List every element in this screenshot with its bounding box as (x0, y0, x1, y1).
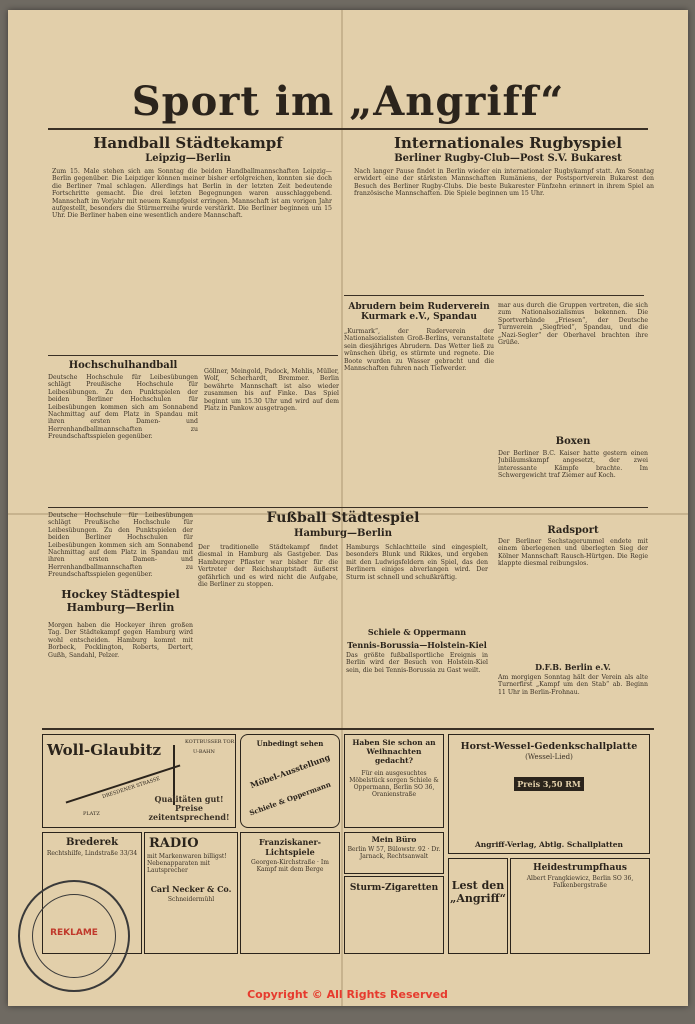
ruder-headline: Abrudern beim Ruderverein Kurmark e.V., Spandau (348, 302, 490, 322)
ad-woll-glaubitz (42, 734, 236, 828)
ad-necker-title: Carl Necker & Co. (150, 884, 232, 894)
fussball-subline: Hamburg—Berlin (294, 528, 392, 539)
ad-horst-wessel (448, 734, 650, 854)
rule-center (48, 507, 648, 508)
ad-sturm (344, 876, 444, 954)
masthead-rule (48, 128, 648, 130)
ad-sturm-title: Sturm-Zigaretten (349, 883, 439, 893)
hockey-headline: Hockey Städtespiel Hamburg—Berlin (61, 588, 180, 614)
ad-moebel-firm: Schiele & Oppermann (248, 779, 332, 818)
ad-buero (344, 832, 444, 874)
ad-franziskaner (240, 832, 340, 954)
ruder-body: „Kurmark“, der Ruderverein der Nationalsozialisten Groß-Berlins, veranstaltete sein diesjähriges Abrudern. Das Wetter ließ zu wünschen übrig, es stürmte und regnete. Die Boote wurden zu Wasser gebracht und die Mannschaften fuhren nach Tiefwerder. (344, 328, 494, 373)
rugby-body: Nach langer Pause findet in Berlin wieder ein internationaler Rugbykampf statt. Am Sonntag erwidert eine der stärksten Mannschaften Rumäniens, der Postsportverein Bukarest den Besuch des Berliner Rugby-Clubs. Die beste Bukarester Fünfzehn erinnert in ihrem Spiel an französische Mannschaften. Die Spiele beginnen um 15 Uhr. (354, 168, 654, 198)
copyright-notice: Copyright © All Rights Reserved (247, 988, 448, 1001)
ad-weihnachten (344, 734, 444, 828)
handball-body: Zum 15. Male stehen sich am Sonntag die beiden Handballmannschaften Leipzig—Berlin gegenüber. Die Leipziger können meiner bisher erfolgreichen, konnten sie doch die Berliner 7mal schlagen. Allerdings hat Berlin in der letzten Zeit bedeutende Fortschritte gemacht. Die drei letzten Begegnungen waren ausschlaggebend. Mannschaft im Vorjahr mit neuem Kampfgeist erringen. Mannschaft ist am vorigen Jahr aufgestellt, besonders die Stürmerreihe wurde verstärkt. Die Berliner beginnen um 15 Uhr. Die Berliner haben eine wesentlich andere Mannschaft. (52, 168, 332, 220)
rule-right-mid (344, 295, 644, 296)
ad-horst-title: Horst-Wessel-Gedenkschallplatte (460, 741, 638, 752)
ad-moebel-title: Unbedingt sehen (256, 739, 324, 748)
map-platz-label: PLATZ (83, 811, 100, 817)
ad-necker-text: Schneidermühl (167, 896, 215, 903)
boxen-headline: Boxen (555, 436, 591, 447)
ad-buero-text: Berlin W 57, Bülowstr. 92 · Dr. Jarnack, Rechtsanwalt (347, 846, 441, 860)
radsport-body: Der Berliner Sechstagerummel endete mit einem überlegenen und überlegten Sieg der Kölner Mannschaft Rausch-Hürtgen. Die Regie klappte diesmal reibungslos. (498, 538, 648, 568)
map-street-label: DRESDENER STRASSE (101, 775, 161, 801)
ad-horst-price: Preis 3,50 RM (514, 777, 584, 791)
ad-radio-title: RADIO (149, 836, 199, 851)
dfb-body: Am morgigen Sonntag hält der Verein als alte Turnerfirst „Kampf um den Stab“ ab. Beginn 11 Uhr in Berlin-Frohnau. (498, 674, 648, 696)
newspaper-page (8, 10, 688, 1006)
ad-heidestrumpf (510, 858, 650, 954)
fussball-body-right: Hamburgs Schlachtteile sind eingespielt, besonders Blunk und Rikkes, und ergeben mit den Ludwigsfeldern ein Spiel, das den Berlinern einiges abverlangen wird. Der Sturm ist schnell und schußkräftig. (346, 544, 488, 581)
ad-lest (448, 858, 508, 954)
ad-woll-title: Woll-Glaubitz (47, 741, 162, 759)
hochschul-body: Deutsche Hochschule für Leibesübungen schlägt Preußische Hochschule für Leibesübungen. Zu den Punktspielen der beiden Berliner Hochschulen für Leibesübungen kommen sich am Sonnabend Nachmittag auf dem Platz in Spandau mit ihren ersten Damen- und Herrenhandballmannschaften zu Freundschaftsspielen gegenüber. (48, 374, 198, 441)
hochschul-headline: Hochschulhandball (68, 360, 178, 371)
vertical-fold (341, 10, 343, 1006)
map-ubahn-label: U-BAHN (193, 749, 215, 755)
handball-subline: Leipzig—Berlin (145, 153, 231, 164)
ad-moebel (240, 734, 340, 828)
ad-horst-footer: Angriff-Verlag, Abtlg. Schallplatten (474, 840, 623, 849)
hochschul-continued: Deutsche Hochschule für Leibesübungen schlägt Preußische Hochschule für Leibesübungen. Zu den Punktspielen der beiden Berliner Hochschulen für Leibesübungen kommen sich am Sonnabend Nachmittag auf dem Platz in Spandau mit ihren ersten Damen- und Herrenhandballmannschaften zu Freundschaftsspielen gegenüber. (48, 512, 193, 579)
handball-headline: Handball Städtekampf (93, 134, 283, 152)
rugby-subline: Berliner Rugby-Club—Post S.V. Bukarest (394, 153, 622, 164)
ad-franziskaner-title: Franziskaner-Lichtspiele (258, 837, 321, 857)
tennis-subline: Schiele & Oppermann (367, 627, 467, 637)
dfb-headline: D.F.B. Berlin e.V. (535, 662, 611, 672)
masthead-title: Sport im „Angriff“ (131, 78, 565, 125)
center-mid-body: Göllner, Meingold, Padock, Mehlis, Müller, Wolf, Scherhardt, Bremmer. Berlin bewährte Mannschaft ist also wieder zusammen bis auf Finke. Das Spiel beginnt um 15.30 Uhr und wird auf dem Platz in Pankow ausgetragen. (204, 368, 339, 413)
ad-brederek-text: Rechtshilfe, Lindstraße 33/34 (46, 850, 138, 857)
fussball-headline: Fußball Städtespiel (266, 510, 420, 526)
ad-heide-text: Albert Frangkiewicz, Berlin SO 36, Falkenbergstraße (526, 875, 634, 889)
ad-brederek-title: Brederek (66, 837, 118, 848)
ad-weihnachten-text: Für ein ausgesuchtes Möbelstück sorgen Schiele & Oppermann, Berlin SO 36, Oranienstraße (349, 770, 439, 798)
rule-left-mid (48, 355, 338, 356)
ad-heide-title: Heidestrumpfhaus (533, 863, 627, 873)
ad-weihnachten-title: Haben Sie schon an Weihnachten gedacht? (352, 738, 436, 765)
ad-franziskaner-text: Georgen-Kirchstraße · Im Kampf mit dem Berge (251, 859, 329, 873)
radsport-headline: Radsport (547, 525, 599, 536)
ad-lest-title: Lest den „Angriff“ (450, 879, 506, 905)
boxen-body: Der Berliner B.C. Kaiser hatte gestern einen Jubiläumskampf angesetzt, der zwei interessante Kämpfe brachte. Im Schwergewicht traf Ziemer auf Koch. (498, 450, 648, 480)
ad-buero-title: Mein Büro (371, 835, 417, 844)
ads-top-rule (42, 728, 654, 730)
rugby-headline: Internationales Rugbyspiel (393, 134, 623, 152)
ad-horst-sub: (Wessel-Lied) (525, 753, 573, 761)
ad-radio (144, 832, 238, 954)
watermark-stamp (18, 880, 130, 992)
right-mid-body: mar aus durch die Gruppen vertreten, die sich zum Nationalsozialismus bekennen. Die Sportverbände „Friesen“, der Deutsche Turnverein „Siegfried“, Spandau, und die „Nazi-Segler“ der Oberhavel brachten ihre Grüße. (498, 302, 648, 347)
ad-woll-text: Qualitäten gut! Preise zeitentsprechend! (148, 794, 230, 822)
fussball-body-left: Der traditionelle Städtekampf findet diesmal in Hamburg als Gastgeber. Das Hamburger Pflaster war bisher für die Vertreter der Reichshauptstadt äußerst gefährlich und es wird nicht die Aufgabe, die Berliner zu stoppen. (198, 544, 338, 589)
map-corner-label: KOTTBUSSER TOR (185, 739, 235, 745)
ad-radio-text: mit Markenwaren billigst! Nebenapparaten mit Lautsprecher (147, 853, 227, 874)
tennis-headline: Tennis-Borussia—Holstein-Kiel (347, 640, 487, 650)
ad-moebel-sub: Möbel-Ausstellung (248, 751, 332, 791)
tennis-body: Das größte fußballsportliche Ereignis in Berlin wird der Besuch von Holstein-Kiel sein, die bei Tennis-Borussia zu Gast weilt. (346, 652, 488, 674)
hockey-body: Morgen haben die Hockeyer ihren großen Tag. Der Städtekampf gegen Hamburg wird wohl entscheiden. Hamburg kommt mit Borbeck, Pocklington, Roberts, Dertert, Gußh, Sandahl, Pelzer. (48, 622, 193, 659)
watermark-stamp-text: REKLAME (50, 928, 98, 938)
